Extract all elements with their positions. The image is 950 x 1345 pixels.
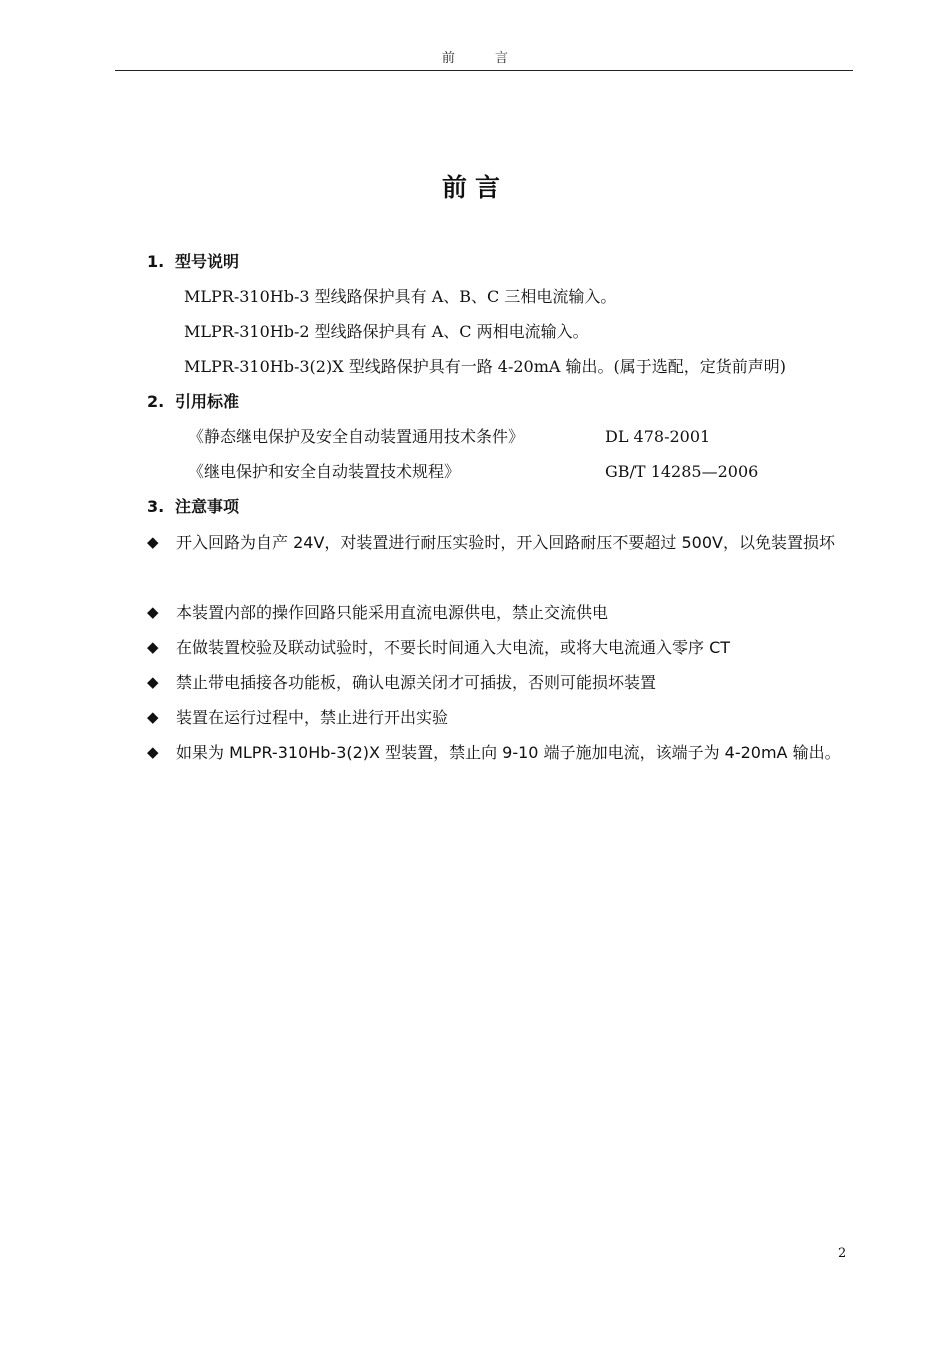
notice-item — [147, 700, 853, 735]
notice-item — [147, 595, 853, 630]
notice-item — [147, 525, 853, 560]
standard-name: 《继电保护和安全自动装置技术规程》 — [188, 462, 461, 481]
section-heading-standards — [147, 391, 239, 413]
diamond-bullet-icon: ◆ — [147, 638, 159, 656]
notice-text: 装置在运行过程中，禁止进行开出实验 — [176, 708, 449, 727]
section-title: 型号说明 — [175, 252, 240, 271]
standard-name: 《静态继电保护及安全自动装置通用技术条件》 — [188, 427, 525, 446]
notice-text: 如果为 MLPR-310Hb-3(2)X 型装置，禁止向 9-10 端子施加电流，该端子为 4-20mA 输出。 — [176, 743, 841, 762]
diamond-bullet-icon: ◆ — [147, 603, 159, 621]
notice-text: 开入回路为自产 24V，对装置进行耐压实验时，开入回路耐压不要超过 500V，以免装置损坏 — [176, 533, 835, 552]
diamond-bullet-icon: ◆ — [147, 743, 159, 761]
notice-item — [147, 735, 853, 770]
diamond-bullet-icon: ◆ — [147, 708, 159, 726]
running-header: 前 言 — [115, 49, 853, 71]
notice-item — [147, 665, 853, 700]
diamond-bullet-icon: ◆ — [147, 673, 159, 691]
page-number: 2 — [838, 1246, 847, 1261]
section-heading-notices — [147, 496, 239, 518]
section-number: 1. — [147, 252, 165, 271]
model-line: MLPR-310Hb-3(2)X 型线路保护具有一路 4-20mA 输出。(属于选配，定货前声明) — [184, 357, 787, 376]
notice-text: 禁止带电插接各功能板，确认电源关闭才可插拔，否则可能损坏装置 — [176, 673, 657, 692]
standard-row — [188, 461, 759, 483]
section-number: 2. — [147, 392, 165, 411]
notice-text: 本装置内部的操作回路只能采用直流电源供电，禁止交流供电 — [176, 603, 609, 622]
diamond-bullet-icon: ◆ — [147, 533, 159, 551]
section-title: 引用标准 — [175, 392, 240, 411]
notice-text: 在做装置校验及联动试验时，不要长时间通入大电流，或将大电流通入零序 CT — [176, 638, 731, 657]
standard-row — [188, 426, 711, 448]
standard-code: GB/T 14285—2006 — [605, 462, 759, 481]
notice-item — [147, 630, 853, 665]
section-title: 注意事项 — [175, 497, 240, 516]
model-line: MLPR-310Hb-2 型线路保护具有 A、C 两相电流输入。 — [184, 322, 589, 341]
model-line: MLPR-310Hb-3 型线路保护具有 A、B、C 三相电流输入。 — [184, 287, 617, 306]
section-number: 3. — [147, 497, 165, 516]
section-heading-model — [147, 251, 239, 273]
standard-code: DL 478-2001 — [605, 427, 711, 446]
page-title: 前言 — [441, 173, 508, 202]
